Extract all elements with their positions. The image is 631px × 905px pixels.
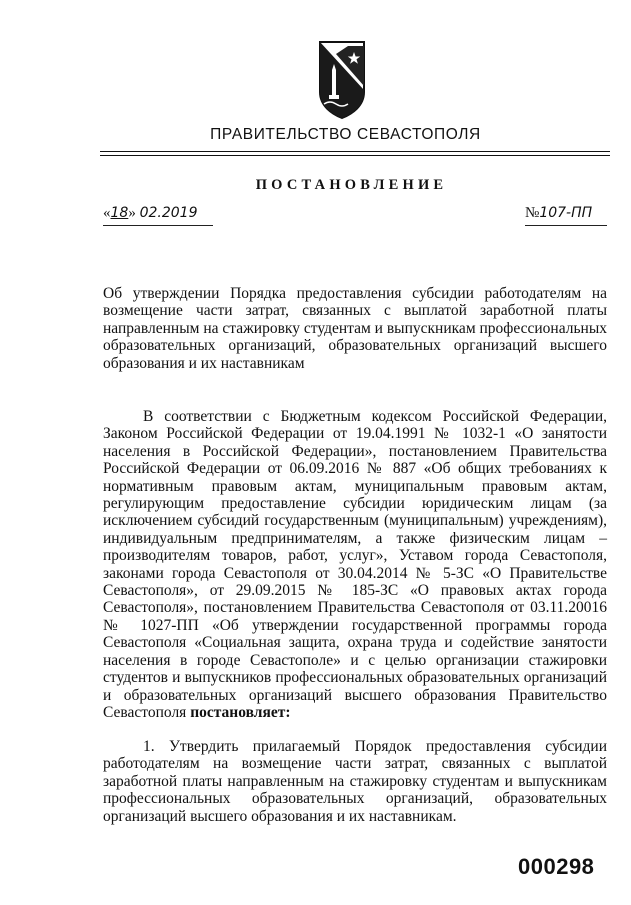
- document-subject: Об утверждении Порядка предоставления субсидии работодателям на возмещение части затрат, связанных с выплатой заработной платы направленным на стажировку студентам и выпускникам профессиональных образовательных организаций, образовательных организаций высшего образования и их наставникам: [103, 285, 607, 372]
- header-divider: [100, 151, 610, 152]
- document-type: ПОСТАНОВЛЕНИЕ: [255, 177, 448, 193]
- date-close-quote: »: [128, 205, 136, 221]
- number-prefix: №: [525, 205, 540, 221]
- sevastopol-coat-of-arms-icon: [318, 40, 366, 120]
- document-number: [525, 205, 607, 226]
- number-value: 107-ПП: [539, 205, 593, 221]
- date-month-year: 02.2019: [139, 205, 198, 221]
- date-open-quote: «: [103, 205, 111, 221]
- item-1-paragraph: 1. Утвердить прилагаемый Порядок предоставления субсидии работодателям на возмещение части затрат, связанных с выплатой заработной платы направленным на стажировку студентам и выпускникам профессиональных образовательных организаций, образовательных организаций высшего образования и их наставникам.: [103, 738, 607, 825]
- preamble-text: В соответствии с Бюджетным кодексом Российской Федерации, Законом Российской Федерации от 19.04.1991 № 1032-1 «О занятости населения в Российской Федерации», постановлением Правительства Российской Федерации от 06.09.2016 № 887 «Об общих требованиях к нормативным правовым актам, муниципальным правовым актам, регулирующим предоставление субсидии юридическим лицам (за исключением субсидий государственным (муниципальным) учреждениям), индивидуальным предпринимателям, а также физическим лицам – производителям товаров, работ, услуг», Уставом города Севастополя, законами города Севастополя от 30.04.2014 № 5-ЗС «О Правительстве Севастополя», от 29.09.2015 № 185-ЗС «О правовых актах города Севастополя», постановлением Правительства Севастополя от 03.11.20016 № 1027-ПП «Об утверждении государственной программы города Севастополя «Социальная защита, охрана труда и содействие занятости населения в городе Севастополе» и с целью организации стажировки студентов и выпускников профессиональных образовательных организаций и образовательных организаций высшего образования Правительство Севастополя: [103, 408, 607, 721]
- preamble-resolution: постановляет:: [190, 703, 291, 721]
- page-number: 000298: [518, 854, 595, 879]
- government-title: ПРАВИТЕЛЬСТВО СЕВАСТОПОЛЯ: [210, 126, 481, 143]
- document-date: [103, 205, 213, 226]
- header-divider-thin: [100, 155, 610, 156]
- preamble-paragraph: [103, 408, 607, 721]
- date-day: 18: [110, 205, 129, 221]
